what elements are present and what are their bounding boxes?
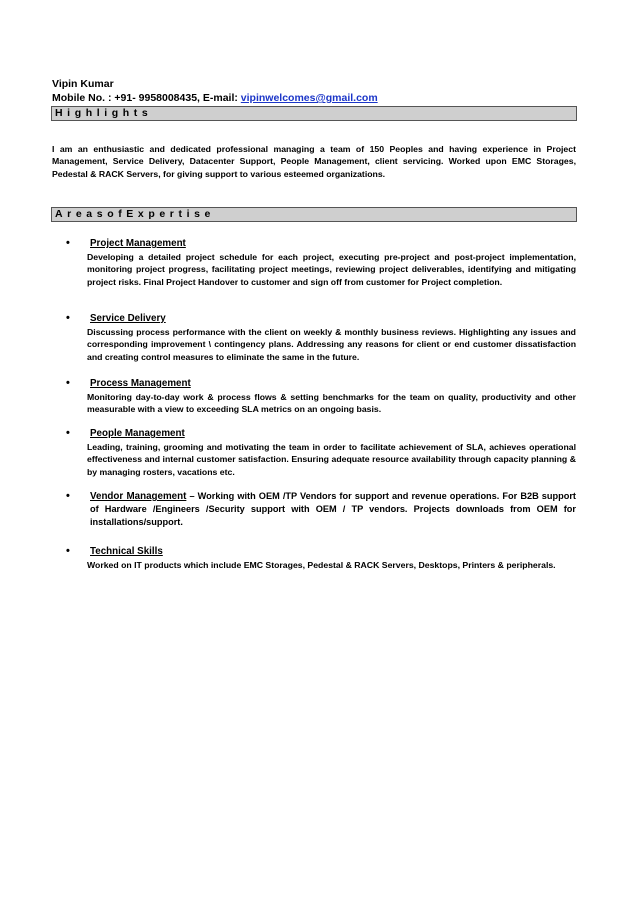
expertise-description: Developing a detailed project schedule for each project, executing pre-project and post-project implementation, monitoring project progress, facilitating project meetings, reviewing project deliverables, identifying and mitigating project risks. Final Project Handover to customer and sign off from customer for Project completion.: [87, 252, 576, 287]
expertise-description: Leading, training, grooming and motivating the team in order to facilitate achievement of SLA, achieves operational effectiveness and internal customer satisfaction. Ensuring adequate resource availability through capacity planning & by managing rosters, vacations etc.: [87, 442, 576, 477]
bullet-icon: •: [66, 312, 70, 324]
expertise-description: Monitoring day-to-day work & process flows & setting benchmarks for the team on quality, productivity and other measurable with a view to exceeding SLA metrics on an ongoing basis.: [87, 392, 576, 415]
email-link[interactable]: vipinwelcomes@gmail.com: [240, 92, 378, 104]
expertise-title: Process Management: [90, 378, 191, 389]
bullet-icon: •: [66, 427, 70, 439]
expertise-description: Discussing process performance with the client on weekly & monthly business reviews. Highlighting any issues and corresponding improvement \ contingency plans. Addressing any reasons for client or end customer dissatisfaction and creating control measures to eliminate the same in the future.: [87, 327, 576, 362]
highlights-summary: I am an enthusiastic and dedicated professional managing a team of 150 Peoples and having experience in Project Management, Service Delivery, Datacenter Support, People Management, client servicing. Worked upon EMC Storages, Pedestal & RACK Servers, for giving support to various esteemed organizations.: [52, 144, 576, 179]
expertise-description: Worked on IT products which include EMC Storages, Pedestal & RACK Servers, Desktops, Printers & peripherals.: [87, 560, 556, 570]
highlights-heading: Highlights: [51, 106, 577, 121]
bullet-icon: •: [66, 545, 70, 557]
expertise-description: Vendor Management – Working with OEM /TP Vendors for support and revenue operations. For B2B support of Hardware /Engineers /Security support with OEM / TP vendors. Projects downloads from OEM for installations/support.: [90, 491, 576, 527]
bullet-icon: •: [66, 237, 70, 249]
candidate-name: Vipin Kumar: [52, 78, 114, 90]
expertise-title: Service Delivery: [90, 313, 166, 324]
mobile-text: Mobile No. : +91- 9958008435, E-mail:: [52, 92, 241, 104]
contact-line: [52, 91, 378, 105]
expertise-title: Project Management: [90, 238, 186, 249]
bullet-icon: •: [66, 490, 70, 502]
expertise-title: Technical Skills: [90, 546, 163, 557]
expertise-title: Vendor Management: [90, 491, 187, 502]
expertise-heading: AreasofExpertise: [51, 207, 577, 222]
bullet-icon: •: [66, 377, 70, 389]
expertise-title: People Management: [90, 428, 185, 439]
